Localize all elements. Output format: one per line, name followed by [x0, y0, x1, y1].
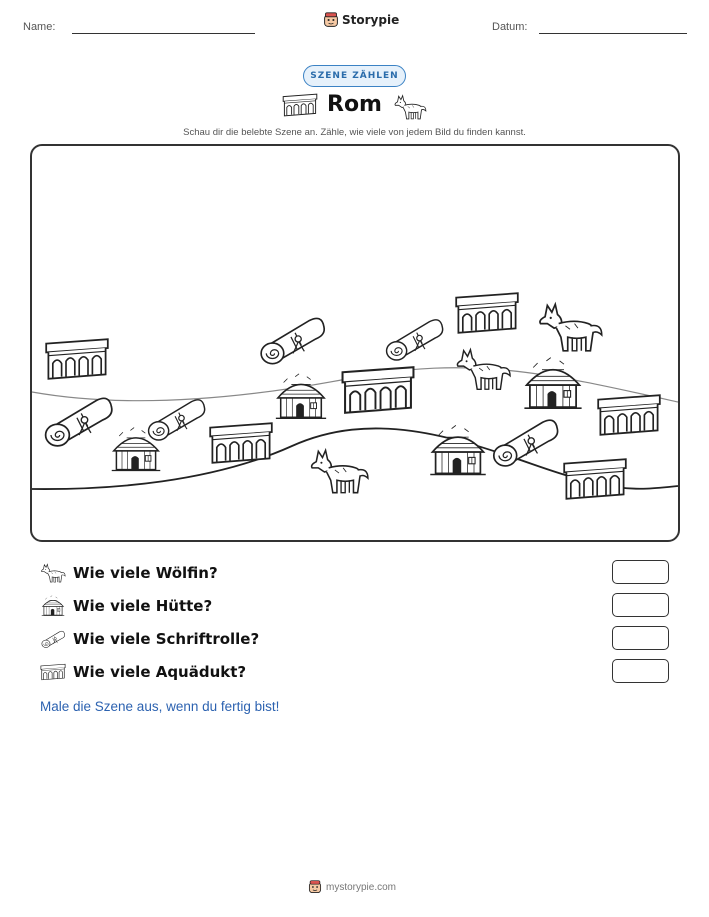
scene-illustration — [30, 144, 680, 542]
question-row — [40, 660, 672, 684]
storypie-logo — [323, 12, 399, 28]
scene-scroll — [261, 318, 324, 363]
question-row — [40, 627, 672, 651]
scene-wolf — [540, 304, 602, 350]
wolf-icon — [393, 92, 427, 122]
scroll-icon — [40, 628, 66, 650]
name-field[interactable] — [72, 33, 255, 34]
hut-icon — [40, 595, 66, 617]
date-field[interactable] — [539, 33, 687, 34]
scene-wolf — [457, 350, 510, 390]
coloring-note: Male die Szene aus, wenn du fertig bist! — [40, 699, 280, 714]
scene-scroll — [149, 400, 205, 440]
question-row — [40, 561, 672, 585]
aqueduct-icon — [40, 661, 66, 683]
name-label: Name: — [23, 21, 56, 33]
scene-aqueduct — [564, 459, 626, 499]
answer-box[interactable] — [612, 626, 669, 650]
question-text: Wie viele Aquädukt? — [73, 663, 247, 681]
scene-hut — [276, 374, 326, 418]
question-text: Wie viele Hütte? — [73, 597, 213, 615]
footer-url[interactable]: mystorypie.com — [326, 881, 397, 893]
scene-wolf — [312, 450, 368, 492]
scene-hut — [430, 425, 485, 474]
mascot-icon — [323, 12, 339, 28]
page-title: Rom — [327, 92, 382, 117]
answer-box[interactable] — [612, 659, 669, 683]
scene-aqueduct — [598, 395, 660, 435]
question-text: Wie viele Schriftrolle? — [73, 630, 260, 648]
answer-box[interactable] — [612, 593, 669, 617]
scene-aqueduct — [456, 293, 518, 333]
mascot-icon — [308, 880, 322, 894]
scene-hut — [524, 358, 581, 409]
answer-box[interactable] — [612, 560, 669, 584]
wolf-icon — [40, 562, 66, 584]
brand-name: Storypie — [342, 13, 400, 27]
question-text: Wie viele Wölfin? — [73, 564, 218, 582]
scene-aqueduct — [46, 339, 108, 379]
scene-scroll — [494, 420, 558, 466]
date-label: Datum: — [492, 21, 528, 33]
footer — [308, 880, 396, 894]
scene-aqueduct — [343, 367, 414, 413]
scene-scroll — [387, 320, 443, 360]
instructions: Schau dir die belebte Szene an. Zähle, wie viele von jedem Bild du finden kannst. — [183, 127, 526, 138]
category-badge: SZENE ZÄHLEN — [303, 65, 406, 87]
scene-scroll — [46, 398, 112, 446]
scene-aqueduct — [210, 423, 272, 463]
question-row — [40, 594, 672, 618]
